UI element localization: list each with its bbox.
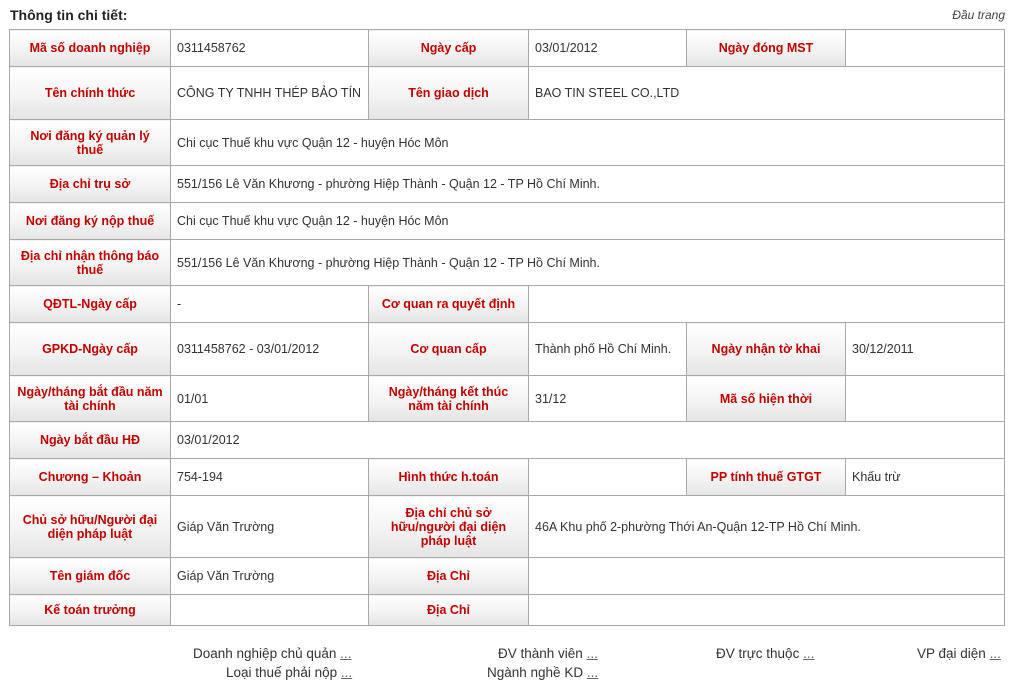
dv-thanh-vien-text: ĐV thành viên [498, 646, 583, 661]
dv-truc-thuoc-text: ĐV trực thuộc [716, 646, 800, 661]
loai-thue-phai-nop-link[interactable] [226, 665, 352, 680]
gpkd-ngay-cap-value: 0311458762 - 03/01/2012 [171, 323, 369, 376]
chuong-khoan-label: Chương – Khoản [10, 459, 171, 496]
dia-chi-chu-so-huu-label: Địa chỉ chủ sở hữu/người đại diện pháp luật [369, 496, 529, 558]
noi-dang-ky-quan-ly-thue-label: Nơi đăng ký quản lý thuế [10, 120, 171, 166]
ma-so-doanh-nghiep-label: Mã số doanh nghiệp [10, 30, 171, 67]
hinh-thuc-hoach-toan-label: Hình thức h.toán [369, 459, 529, 496]
gpkd-ngay-cap-label: GPKD-Ngày cấp [10, 323, 171, 376]
table-row [10, 240, 1005, 286]
chu-so-huu-label: Chủ sở hữu/Người đại diện pháp luật [10, 496, 171, 558]
table-row [10, 120, 1005, 166]
table-row [10, 496, 1005, 558]
section-header [10, 6, 1005, 26]
ngay-bat-dau-hd-value: 03/01/2012 [171, 422, 1005, 459]
ket-thuc-nam-tai-chinh-value: 31/12 [529, 376, 687, 422]
ten-giam-doc-value: Giáp Văn Trường [171, 558, 369, 595]
dia-chi-tru-so-label: Địa chỉ trụ sở [10, 166, 171, 203]
qdtl-ngay-cap-label: QĐTL-Ngày cấp [10, 286, 171, 323]
dia-chi-ke-toan-value [529, 595, 1005, 626]
ngay-nhan-to-khai-label: Ngày nhận tờ khai [687, 323, 846, 376]
pp-tinh-thue-gtgt-value: Khấu trừ [846, 459, 1005, 496]
ellipsis: ... [340, 665, 353, 680]
ke-toan-truong-label: Kế toán trưởng [10, 595, 171, 626]
ten-giam-doc-label: Tên giám đốc [10, 558, 171, 595]
ma-so-hien-thoi-label: Mã số hiện thời [687, 376, 846, 422]
table-row [10, 459, 1005, 496]
ngay-bat-dau-hd-label: Ngày bắt đầu HĐ [10, 422, 171, 459]
noi-dang-ky-quan-ly-thue-value: Chi cục Thuế khu vực Quận 12 - huyện Hóc Môn [171, 120, 1005, 166]
ngay-cap-value: 03/01/2012 [529, 30, 687, 67]
table-row [10, 323, 1005, 376]
nganh-nghe-kd-text: Ngành nghề KD [487, 665, 584, 680]
hinh-thuc-hoach-toan-value [529, 459, 687, 496]
ke-toan-truong-value [171, 595, 369, 626]
table-row [10, 203, 1005, 240]
ellipsis: ... [803, 646, 815, 661]
vp-dai-dien-text: VP đại diện [917, 646, 986, 661]
table-row [10, 422, 1005, 459]
ten-giao-dich-value: BAO TIN STEEL CO.,LTD [529, 67, 1005, 120]
ket-thuc-nam-tai-chinh-label: Ngày/tháng kết thúc năm tài chính [369, 376, 529, 422]
dia-chi-nhan-thong-bao-thue-label: Địa chỉ nhận thông báo thuế [10, 240, 171, 286]
dv-truc-thuoc-link[interactable] [716, 646, 814, 661]
bat-dau-nam-tai-chinh-label: Ngày/tháng bắt đầu năm tài chính [10, 376, 171, 422]
ten-chinh-thuc-label: Tên chính thức [10, 67, 171, 120]
noi-dang-ky-nop-thue-label: Nơi đăng ký nộp thuế [10, 203, 171, 240]
table-row [10, 166, 1005, 203]
table-row [10, 67, 1005, 120]
vp-dai-dien-link[interactable] [917, 646, 1001, 661]
table-row [10, 558, 1005, 595]
doanh-nghiep-chu-quan-link[interactable] [193, 646, 351, 661]
bat-dau-nam-tai-chinh-value: 01/01 [171, 376, 369, 422]
loai-thue-phai-nop-text: Loại thuế phải nộp [226, 665, 338, 680]
ngay-cap-label: Ngày cấp [369, 30, 529, 67]
ellipsis: ... [586, 665, 599, 680]
dia-chi-chu-so-huu-value: 46A Khu phố 2-phường Thới An-Quận 12-TP Hồ Chí Minh. [529, 496, 1005, 558]
back-to-top-link[interactable]: Đầu trang [952, 8, 1005, 22]
ellipsis: ... [586, 646, 598, 661]
related-links [0, 644, 1024, 690]
chu-so-huu-value: Giáp Văn Trường [171, 496, 369, 558]
ngay-dong-mst-label: Ngày đóng MST [687, 30, 846, 67]
page-title: Thông tin chi tiết: [10, 7, 128, 23]
co-quan-cap-value: Thành phố Hồ Chí Minh. [529, 323, 687, 376]
ellipsis: ... [989, 646, 1001, 661]
qdtl-ngay-cap-value: - [171, 286, 369, 323]
pp-tinh-thue-gtgt-label: PP tính thuế GTGT [687, 459, 846, 496]
noi-dang-ky-nop-thue-value: Chi cục Thuế khu vực Quận 12 - huyện Hóc Môn [171, 203, 1005, 240]
dia-chi-ke-toan-label: Địa Chỉ [369, 595, 529, 626]
co-quan-cap-label: Cơ quan cấp [369, 323, 529, 376]
nganh-nghe-kd-link[interactable] [487, 665, 598, 680]
ten-giao-dich-label: Tên giao dịch [369, 67, 529, 120]
ngay-dong-mst-value [846, 30, 1005, 67]
dia-chi-giam-doc-value [529, 558, 1005, 595]
company-detail-table [9, 29, 1005, 626]
ellipsis: ... [340, 646, 352, 661]
chuong-khoan-value: 754-194 [171, 459, 369, 496]
table-row [10, 286, 1005, 323]
ma-so-hien-thoi-value [846, 376, 1005, 422]
dia-chi-giam-doc-label: Địa Chỉ [369, 558, 529, 595]
co-quan-ra-quyet-dinh-value [529, 286, 1005, 323]
ten-chinh-thuc-value: CÔNG TY TNHH THÉP BẢO TÍN [171, 67, 369, 120]
table-row [10, 376, 1005, 422]
table-row [10, 595, 1005, 626]
doanh-nghiep-chu-quan-text: Doanh nghiệp chủ quản [193, 646, 337, 661]
dv-thanh-vien-link[interactable] [498, 646, 598, 661]
dia-chi-nhan-thong-bao-thue-value: 551/156 Lê Văn Khương - phường Hiệp Thành - Quận 12 - TP Hồ Chí Minh. [171, 240, 1005, 286]
dia-chi-tru-so-value: 551/156 Lê Văn Khương - phường Hiệp Thành - Quận 12 - TP Hồ Chí Minh. [171, 166, 1005, 203]
table-row [10, 30, 1005, 67]
ma-so-doanh-nghiep-value: 0311458762 [171, 30, 369, 67]
co-quan-ra-quyet-dinh-label: Cơ quan ra quyết định [369, 286, 529, 323]
ngay-nhan-to-khai-value: 30/12/2011 [846, 323, 1005, 376]
